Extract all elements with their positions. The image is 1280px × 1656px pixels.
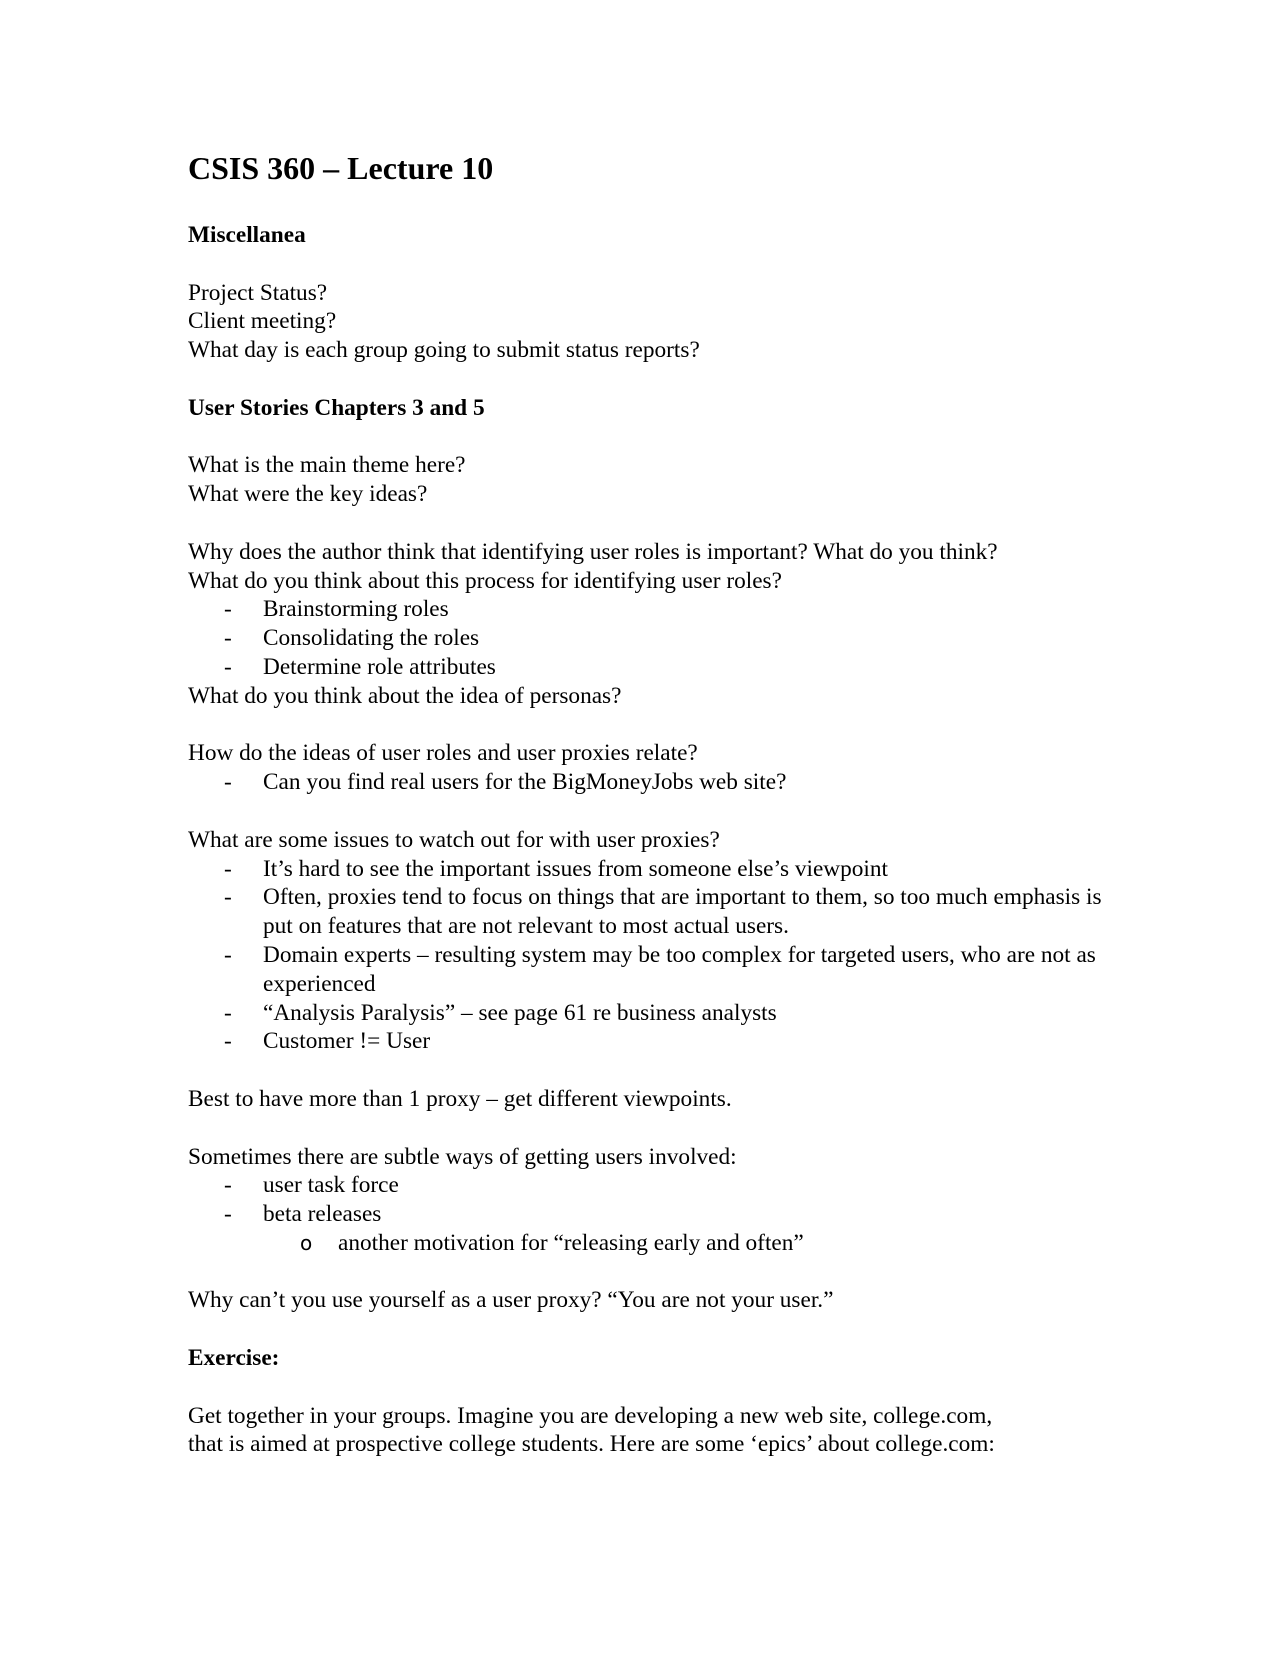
list-item: - Domain experts – resulting system may be too complex for targeted users, who are not as experienced [224, 941, 1096, 997]
dash-marker: - [224, 653, 232, 680]
text-line: that is aimed at prospective college students. Here are some ‘epics’ about college.com: [188, 1431, 995, 1458]
dash-marker: - [224, 1201, 232, 1228]
dash-marker: - [224, 625, 232, 652]
list-item: - “Analysis Paralysis” – see page 61 re business analysts [224, 999, 777, 1026]
text-line: Best to have more than 1 proxy – get different viewpoints. [188, 1085, 732, 1112]
text-line: Sometimes there are subtle ways of getting users involved: [188, 1143, 737, 1170]
list-item: - user task force [224, 1172, 399, 1199]
dash-marker: - [224, 1028, 232, 1055]
text-line: What were the key ideas? [188, 481, 428, 508]
text-line: Client meeting? [188, 308, 337, 335]
roles-list [188, 595, 1108, 681]
list-item: - Consolidating the roles [224, 625, 480, 652]
text-line: Project Status? [188, 279, 328, 306]
text-line: What are some issues to watch out for with user proxies? [188, 826, 720, 853]
sub-list [263, 1229, 1108, 1258]
circle-marker: o [300, 1230, 313, 1255]
dash-marker: - [224, 941, 232, 968]
text-line: What day is each group going to submit status reports? [188, 337, 700, 364]
list-item: - Customer != User [224, 1028, 431, 1055]
issues-list [188, 855, 1108, 1057]
list-item: - beta releases o another motivation for “releasing early and often” [188, 1200, 1108, 1258]
proxies-relate-list [188, 768, 1108, 797]
section-heading-miscellanea: Miscellanea [188, 222, 306, 248]
subtle-list [188, 1171, 1108, 1257]
list-item: - Can you find real users for the BigMoneyJobs web site? [224, 769, 787, 796]
section-heading-exercise: Exercise: [188, 1345, 280, 1372]
sub-list-item: o another motivation for “releasing early and often” [300, 1229, 804, 1256]
dash-marker: - [224, 596, 232, 623]
text-line: Why can’t you use yourself as a user proxy? “You are not your user.” [188, 1287, 834, 1314]
dash-marker: - [224, 769, 232, 796]
list-item: - Brainstorming roles [224, 596, 449, 623]
text-line: What do you think about this process for identifying user roles? [188, 567, 782, 594]
list-item: - Often, proxies tend to focus on things that are important to them, so too much emphasis is put on features that are not relevant to most actual users. [224, 884, 1102, 940]
dash-marker: - [224, 999, 232, 1026]
text-line: What is the main theme here? [188, 452, 466, 479]
dash-marker: - [224, 855, 232, 882]
list-item: - Determine role attributes [224, 653, 496, 680]
text-line: Why does the author think that identifying user roles is important? What do you think? [188, 538, 998, 565]
dash-marker: - [224, 884, 232, 911]
text-line: How do the ideas of user roles and user proxies relate? [188, 740, 698, 767]
document-body [188, 148, 1108, 1459]
document-title: CSIS 360 – Lecture 10 [188, 150, 494, 186]
text-line: What do you think about the idea of personas? [188, 682, 622, 709]
text-line: Get together in your groups. Imagine you are developing a new web site, college.com, [188, 1402, 993, 1429]
list-item: - It’s hard to see the important issues from someone else’s viewpoint [224, 855, 889, 882]
dash-marker: - [224, 1172, 232, 1199]
section-heading-user-stories: User Stories Chapters 3 and 5 [188, 394, 485, 421]
